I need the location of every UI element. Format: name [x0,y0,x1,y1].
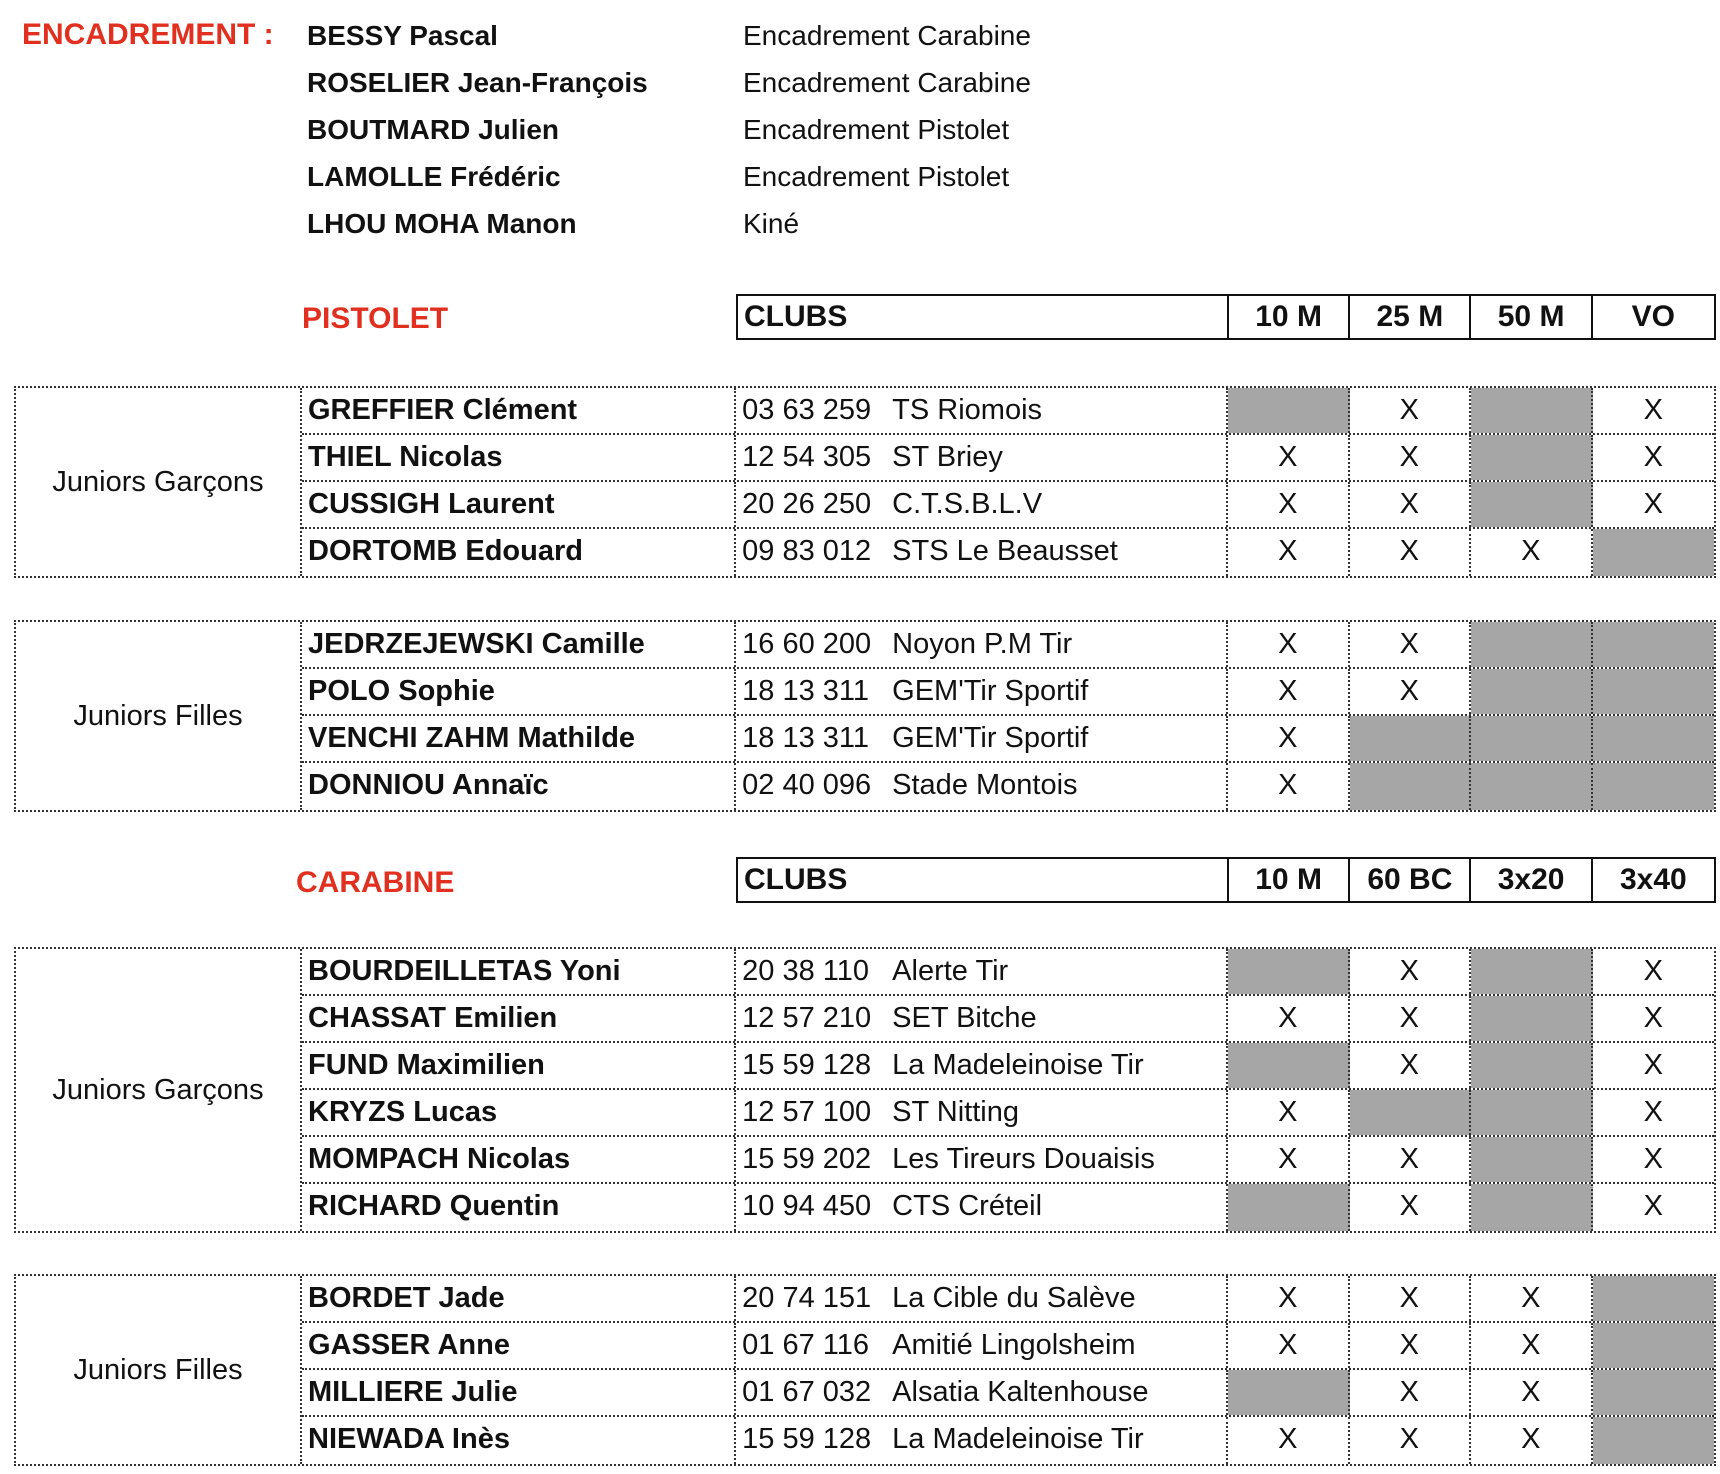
event-cell: X [1228,435,1349,480]
event-cell: X [1643,955,1663,987]
event-cell-unavailable [1228,1370,1349,1415]
event-cell: X [1471,1417,1592,1464]
event-cell-unavailable [1471,949,1592,994]
club-code: 20 26 250 [742,488,872,520]
athlete-name: MOMPACH Nicolas [302,1137,736,1182]
event-cell-unavailable [1471,763,1592,810]
athlete-name: CHASSAT Emilien [302,996,736,1041]
event-cell: X [1228,763,1349,810]
club-cell [736,1090,1228,1135]
event-cell: X [1643,1096,1663,1128]
club-cell [736,1370,1228,1415]
table-row [302,996,1714,1043]
pistolet-title: PISTOLET [302,302,449,335]
carabine-group [14,1274,1716,1466]
athlete-name: THIEL Nicolas [302,435,736,480]
event-cell: X [1228,1323,1349,1368]
club-name: GEM'Tir Sportif [892,675,1089,707]
club-name: La Madeleinoise Tir [892,1049,1144,1081]
club-name: Noyon P.M Tir [892,628,1073,660]
club-name: STS Le Beausset [892,535,1118,567]
event-cell: X [1350,622,1471,667]
event-cell: X [1228,529,1349,576]
club-name: Stade Montois [892,769,1078,801]
event-cell: X [1228,1090,1349,1135]
carabine-group [14,947,1716,1233]
category-label: Juniors Garçons [16,388,302,576]
event-cell: X [1643,1190,1663,1222]
club-code: 02 40 096 [742,769,872,801]
club-code: 01 67 116 [742,1329,870,1361]
club-name: GEM'Tir Sportif [892,722,1089,754]
event-cell-unavailable [1350,763,1471,810]
event-cell-unavailable [1471,1090,1592,1135]
athlete-name: JEDRZEJEWSKI Camille [302,622,736,667]
club-cell [736,482,1228,527]
event-cell-unavailable [1471,1137,1592,1182]
event-cell-unavailable [1471,435,1592,480]
athlete-name: GREFFIER Clément [302,388,736,433]
club-name: C.T.S.B.L.V [892,488,1043,520]
carabine-table-header [736,857,1716,903]
staff-role: Encadrement Carabine [743,67,1031,98]
club-code: 12 57 100 [742,1096,872,1128]
event-cell: X [1228,1276,1349,1321]
club-cell [736,669,1228,714]
club-name: La Cible du Salève [892,1282,1136,1314]
staff-name: BOUTMARD Julien [307,114,559,145]
athlete-name: POLO Sophie [302,669,736,714]
table-row [302,1323,1714,1370]
club-cell [736,1276,1228,1321]
athlete-name: CUSSIGH Laurent [302,482,736,527]
event-cell-unavailable [1593,622,1714,667]
club-name: ST Briey [892,441,1003,473]
athlete-name: MILLIERE Julie [302,1370,736,1415]
event-cell: X [1350,996,1471,1041]
pistolet-column-header: 50 M [1471,296,1592,338]
staff-label: ENCADREMENT : [22,18,274,51]
club-code: 15 59 128 [742,1049,872,1081]
event-cell: X [1228,482,1349,527]
table-row [302,529,1714,576]
club-cell [736,1323,1228,1368]
staff-name: ROSELIER Jean-François [307,67,648,98]
table-row [302,1370,1714,1417]
club-name: Alsatia Kaltenhouse [892,1376,1149,1408]
club-cell [736,1043,1228,1088]
club-code: 20 38 110 [742,955,870,987]
event-cell: X [1350,1417,1471,1464]
event-cell-unavailable [1228,949,1349,994]
club-cell [736,435,1228,480]
carabine-column-header: 10 M [1229,859,1350,901]
event-cell-unavailable [1228,1043,1349,1088]
table-row [302,716,1714,763]
event-cell: X [1350,1323,1471,1368]
club-name: Amitié Lingolsheim [892,1329,1136,1361]
event-cell-unavailable [1471,1184,1592,1231]
category-label: Juniors Filles [16,622,302,810]
pistolet-table-header [736,294,1716,340]
athlete-name: BORDET Jade [302,1276,736,1321]
pistolet-clubs-header: CLUBS [738,296,1229,338]
pistolet-column-header: VO [1631,300,1676,333]
event-cell: X [1643,1143,1663,1175]
club-code: 15 59 202 [742,1143,872,1175]
pistolet-column-header: 10 M [1229,296,1350,338]
event-cell-unavailable [1228,388,1349,433]
table-row [302,435,1714,482]
club-cell [736,1417,1228,1464]
table-row [302,669,1714,716]
event-cell-unavailable [1471,669,1592,714]
staff-role: Encadrement Pistolet [743,114,1010,145]
club-cell [736,529,1228,576]
table-row [302,949,1714,996]
event-cell-unavailable [1593,716,1714,761]
category-label: Juniors Garçons [16,949,302,1231]
event-cell: X [1350,1370,1471,1415]
club-name: Alerte Tir [892,955,1009,987]
event-cell: X [1228,716,1349,761]
event-cell: X [1471,1276,1592,1321]
event-cell-unavailable [1350,716,1471,761]
table-row [302,1043,1714,1090]
table-row [302,1090,1714,1137]
table-row [302,388,1714,435]
athlete-name: DORTOMB Edouard [302,529,736,576]
club-code: 01 67 032 [742,1376,872,1408]
event-cell-unavailable [1471,482,1592,527]
event-cell: X [1471,529,1592,576]
event-cell: X [1350,388,1471,433]
table-row [302,482,1714,529]
event-cell: X [1350,669,1471,714]
staff-role: Encadrement Carabine [743,20,1031,51]
club-code: 15 59 128 [742,1423,872,1455]
pistolet-group [14,620,1716,812]
club-cell [736,949,1228,994]
event-cell: X [1350,529,1471,576]
event-cell-unavailable [1593,529,1714,576]
athlete-name: BOURDEILLETAS Yoni [302,949,736,994]
athlete-name: RICHARD Quentin [302,1184,736,1231]
event-cell: X [1228,622,1349,667]
carabine-column-header: 3x20 [1471,859,1592,901]
event-cell: X [1643,1002,1663,1034]
club-name: La Madeleinoise Tir [892,1423,1144,1455]
club-code: 12 57 210 [742,1002,872,1034]
club-cell [736,716,1228,761]
club-code: 09 83 012 [742,535,872,567]
carabine-column-header: 3x40 [1619,863,1687,896]
event-cell: X [1643,441,1663,473]
event-cell: X [1643,488,1663,520]
event-cell-unavailable [1228,1184,1349,1231]
athlete-name: KRYZS Lucas [302,1090,736,1135]
carabine-title: CARABINE [296,866,455,899]
table-row [302,1184,1714,1231]
event-cell-unavailable [1593,1417,1714,1464]
event-cell-unavailable [1593,1370,1714,1415]
event-cell: X [1228,996,1349,1041]
event-cell: X [1471,1323,1592,1368]
event-cell: X [1228,1417,1349,1464]
club-name: ST Nitting [892,1096,1019,1128]
athlete-name: VENCHI ZAHM Mathilde [302,716,736,761]
event-cell: X [1350,1137,1471,1182]
event-cell-unavailable [1593,1276,1714,1321]
club-cell [736,763,1228,810]
club-cell [736,996,1228,1041]
event-cell-unavailable [1593,669,1714,714]
athlete-name: FUND Maximilien [302,1043,736,1088]
event-cell-unavailable [1471,996,1592,1041]
club-cell [736,1184,1228,1231]
event-cell: X [1471,1370,1592,1415]
athlete-name: DONNIOU Annaïc [302,763,736,810]
club-code: 16 60 200 [742,628,872,660]
staff-name: LAMOLLE Frédéric [307,161,561,192]
club-cell [736,388,1228,433]
event-cell: X [1350,1184,1471,1231]
event-cell: X [1350,949,1471,994]
club-name: Les Tireurs Douaisis [892,1143,1155,1175]
club-code: 18 13 311 [742,675,870,707]
event-cell-unavailable [1471,622,1592,667]
pistolet-column-header: 25 M [1350,296,1471,338]
table-row [302,622,1714,669]
event-cell-unavailable [1471,388,1592,433]
carabine-column-header: 60 BC [1350,859,1471,901]
club-name: TS Riomois [892,394,1043,426]
club-code: 20 74 151 [742,1282,872,1314]
event-cell: X [1350,482,1471,527]
staff-role: Kiné [743,208,800,239]
athlete-name: GASSER Anne [302,1323,736,1368]
event-cell: X [1228,1137,1349,1182]
club-name: SET Bitche [892,1002,1037,1034]
club-cell [736,1137,1228,1182]
table-row [302,763,1714,810]
category-label: Juniors Filles [16,1276,302,1464]
athlete-name: NIEWADA Inès [302,1417,736,1464]
event-cell-unavailable [1593,763,1714,810]
event-cell: X [1228,669,1349,714]
event-cell-unavailable [1471,716,1592,761]
event-cell: X [1350,435,1471,480]
club-cell [736,622,1228,667]
event-cell: X [1350,1043,1471,1088]
staff-name: LHOU MOHA Manon [307,208,577,239]
event-cell-unavailable [1593,1323,1714,1368]
event-cell-unavailable [1350,1090,1471,1135]
staff-name: BESSY Pascal [307,20,498,51]
table-row [302,1137,1714,1184]
carabine-clubs-header: CLUBS [738,859,1229,901]
event-cell: X [1350,1276,1471,1321]
club-code: 18 13 311 [742,722,870,754]
event-cell: X [1643,394,1663,426]
club-name: CTS Créteil [892,1190,1043,1222]
pistolet-group [14,386,1716,578]
staff-role: Encadrement Pistolet [743,161,1010,192]
table-row [302,1276,1714,1323]
event-cell: X [1643,1049,1663,1081]
club-code: 12 54 305 [742,441,872,473]
table-row [302,1417,1714,1464]
club-code: 03 63 259 [742,394,872,426]
event-cell-unavailable [1471,1043,1592,1088]
club-code: 10 94 450 [742,1190,872,1222]
